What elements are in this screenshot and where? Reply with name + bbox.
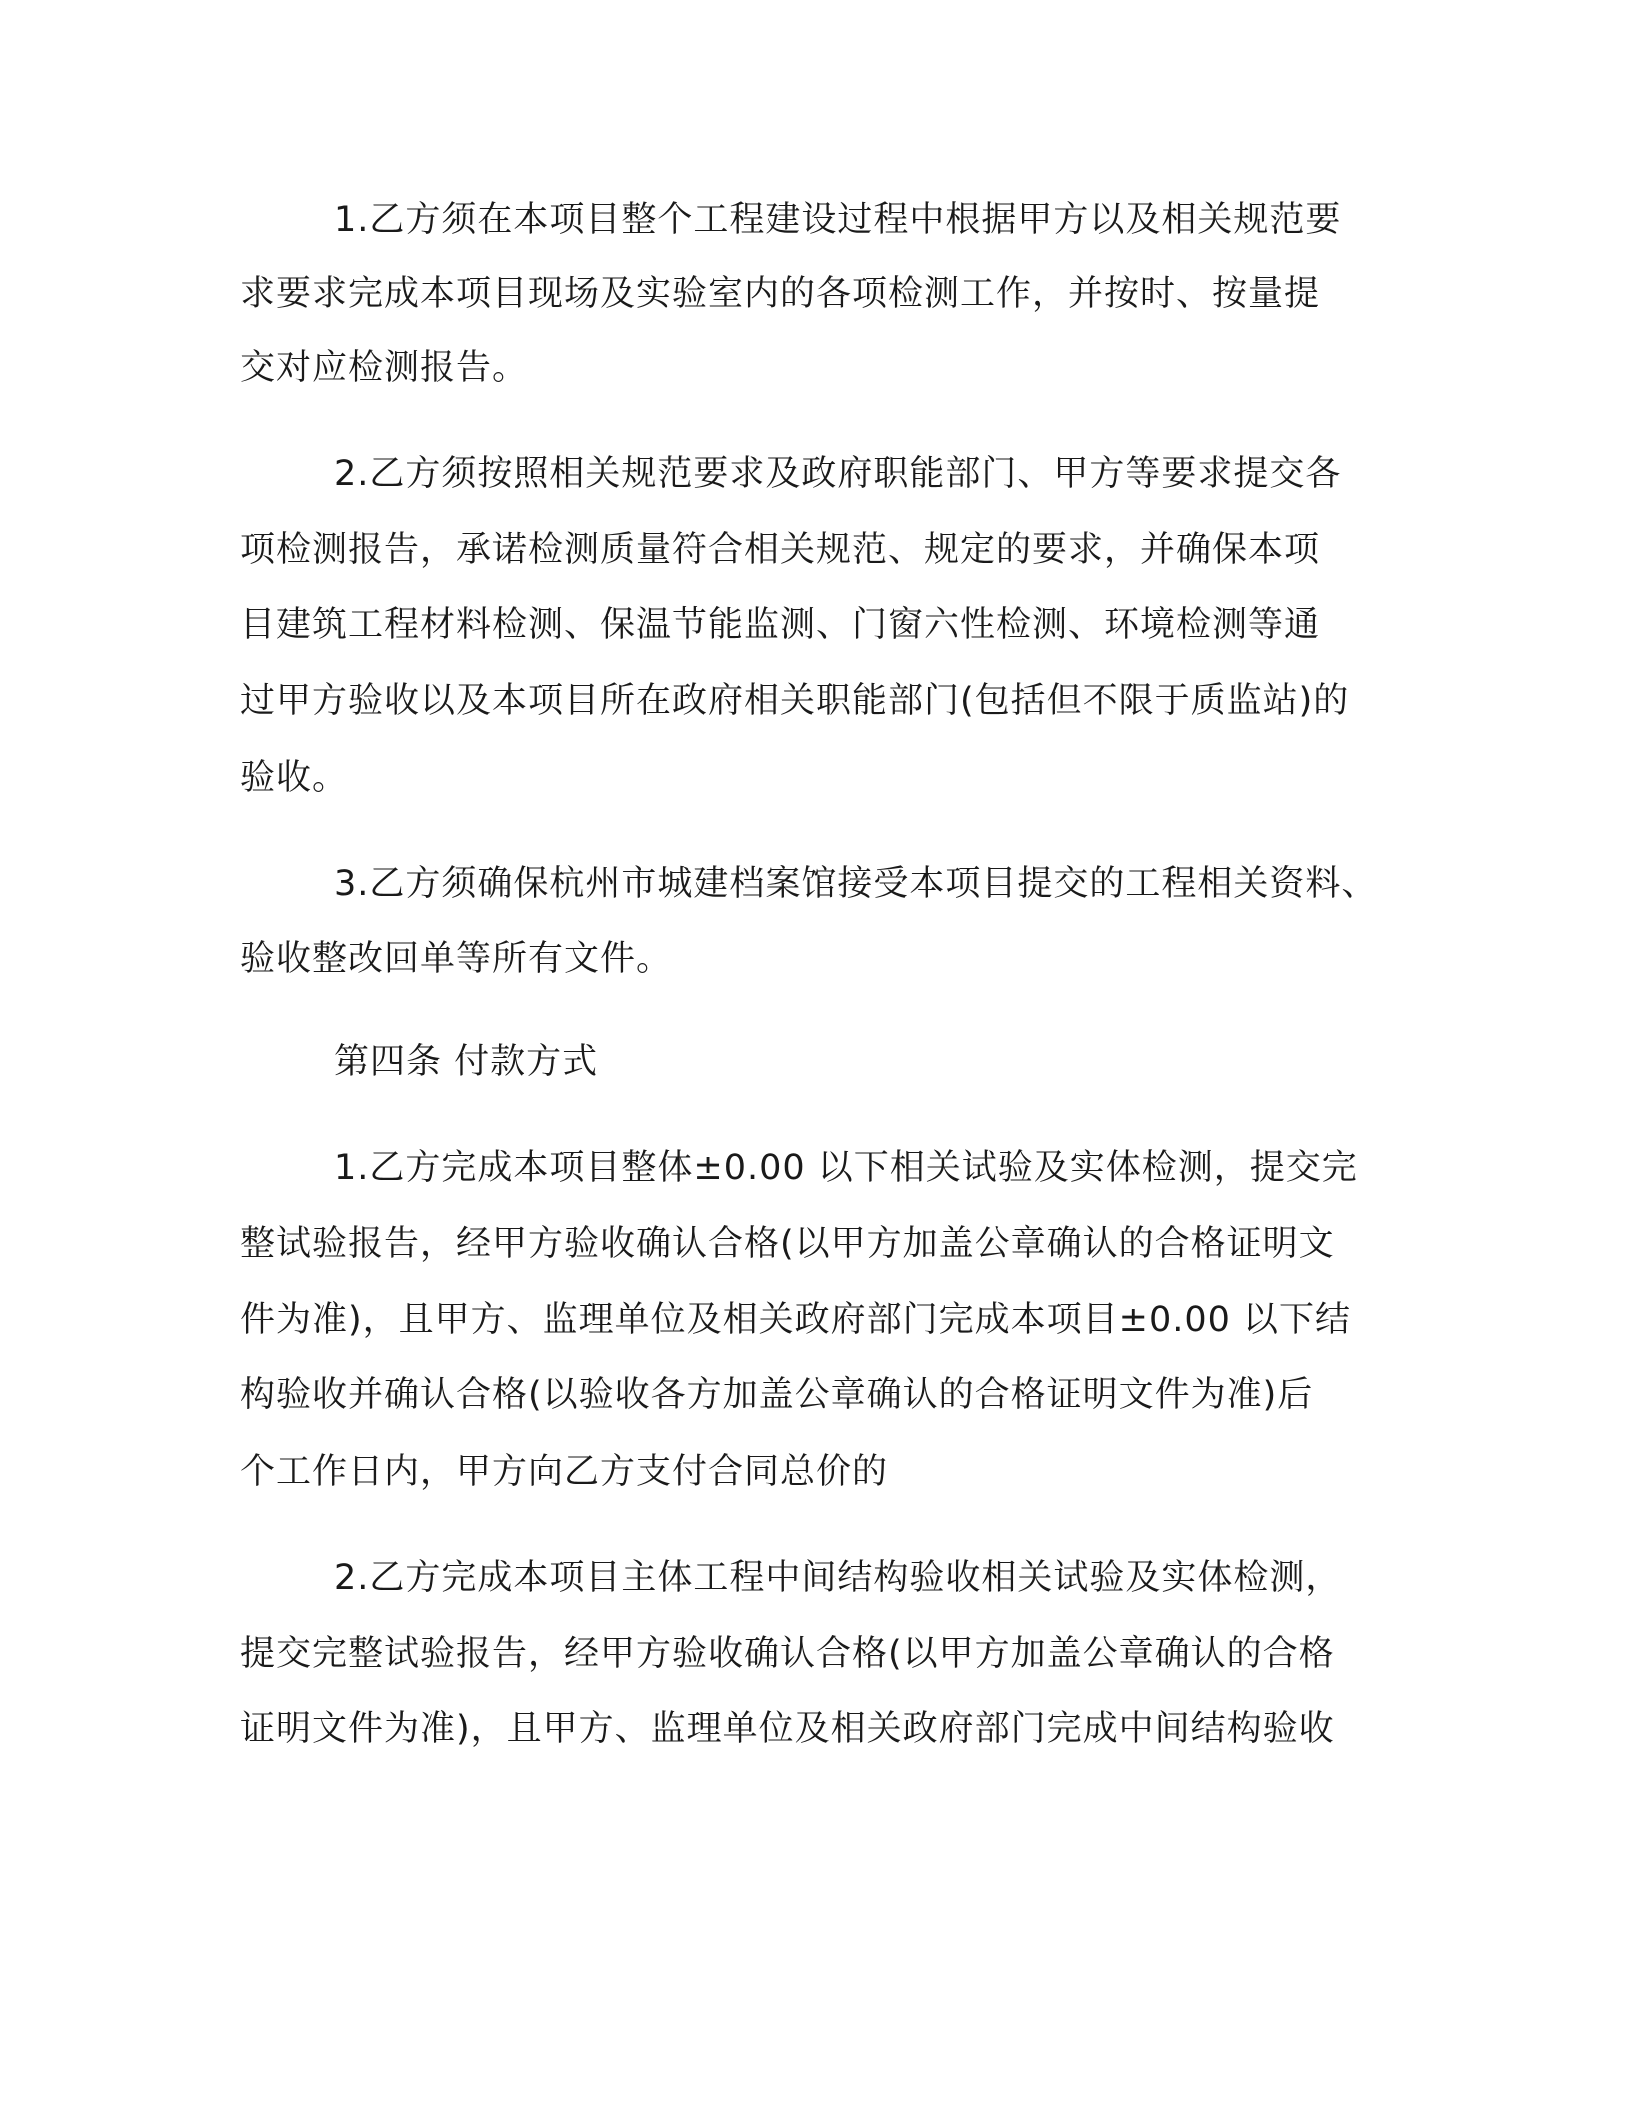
paragraph-3-line-2: 验收整改回单等所有文件。 <box>240 939 673 979</box>
paragraph-3-line-1: 3.乙方须确保杭州市城建档案馆接受本项目提交的工程相关资料、 <box>334 864 1378 904</box>
paragraph-2-line-5: 验收。 <box>240 758 349 798</box>
paragraph-4-line-3: 件为准)，且甲方、监理单位及相关政府部门完成本项目±0.00 以下结 <box>240 1300 1352 1340</box>
paragraph-1-line-1: 1.乙方须在本项目整个工程建设过程中根据甲方以及相关规范要 <box>334 200 1342 240</box>
paragraph-4-line-5: 个工作日内，甲方向乙方支付合同总价的 <box>240 1452 889 1492</box>
paragraph-2-line-3: 目建筑工程材料检测、保温节能监测、门窗六性检测、环境检测等通 <box>240 605 1321 645</box>
paragraph-1-line-2: 求要求完成本项目现场及实验室内的各项检测工作，并按时、按量提 <box>240 274 1321 314</box>
section-heading: 第四条 付款方式 <box>334 1042 599 1082</box>
paragraph-4-line-4: 构验收并确认合格(以验收各方加盖公章确认的合格证明文件为准)后 <box>240 1375 1314 1415</box>
paragraph-4-line-1: 1.乙方完成本项目整体±0.00 以下相关试验及实体检测，提交完 <box>334 1148 1358 1188</box>
paragraph-5-line-2: 提交完整试验报告，经甲方验收确认合格(以甲方加盖公章确认的合格 <box>240 1634 1335 1674</box>
paragraph-5-line-3: 证明文件为准)，且甲方、监理单位及相关政府部门完成中间结构验收 <box>240 1709 1335 1749</box>
paragraph-2-line-4: 过甲方验收以及本项目所在政府相关职能部门(包括但不限于质监站)的 <box>240 681 1350 721</box>
paragraph-1-line-3: 交对应检测报告。 <box>240 348 529 388</box>
paragraph-2-line-2: 项检测报告，承诺检测质量符合相关规范、规定的要求，并确保本项 <box>240 530 1321 570</box>
paragraph-2-line-1: 2.乙方须按照相关规范要求及政府职能部门、甲方等要求提交各 <box>334 454 1342 494</box>
paragraph-5-line-1: 2.乙方完成本项目主体工程中间结构验收相关试验及实体检测， <box>334 1558 1342 1598</box>
paragraph-4-line-2: 整试验报告，经甲方验收确认合格(以甲方加盖公章确认的合格证明文 <box>240 1224 1335 1264</box>
